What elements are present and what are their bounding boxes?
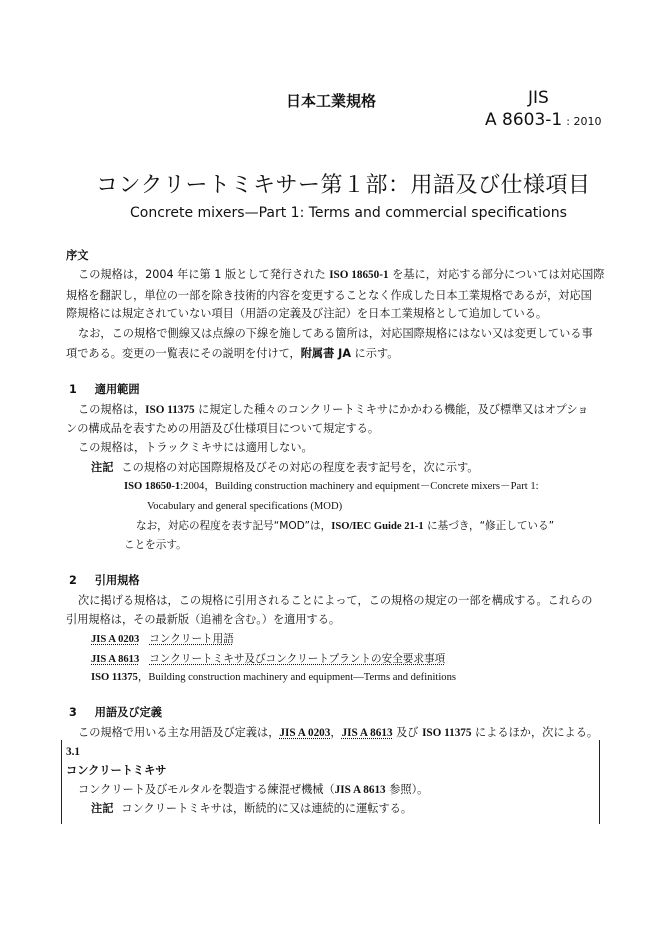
term-note — [91, 802, 412, 816]
section-title: 用語及び定義 — [94, 706, 162, 719]
preface-p2-line1: なお，この規格で側線又は点線の下線を施してある箇所は，対応国際規格にはない又は変更している事 — [78, 327, 593, 340]
preface-heading: 序文 — [66, 249, 89, 262]
section1-p1-line1 — [78, 403, 588, 417]
corresponding-standard-line1 — [124, 480, 539, 494]
preface-p1-line2: 規格を翻訳し，単位の一部を除き技術的内容を変更することなく作成した日本工業規格であるが，対応国 — [66, 289, 592, 302]
section3-heading — [69, 706, 162, 720]
note-label: 注記 — [91, 461, 114, 474]
standard-code: A 8603-1 — [485, 110, 563, 130]
standard-year: : 2010 — [566, 115, 602, 128]
section2-heading — [69, 574, 140, 588]
text: によるほか，次による。 — [471, 726, 599, 739]
section2-p1-line2: 引用規格は，その最新版（追補を含む。）を適用する。 — [66, 613, 341, 626]
preface-p1-line3: 際規格には規定されていない項目（用語の定義及び注記）を日本工業規格として追加している。 — [66, 307, 548, 320]
text: ， — [330, 726, 342, 739]
section1-p2: この規格は，トラックミキサには適用しない。 — [78, 441, 313, 454]
term-number: 3.1 — [66, 746, 80, 758]
term-definition — [78, 783, 428, 797]
title-ja: コンクリートミキサー第１部：用語及び仕様項目 — [96, 173, 591, 198]
iso-ref: ISO 18650-1 — [124, 481, 181, 492]
text: なお，対応の程度を表す記号“MOD”は， — [136, 520, 332, 532]
ref-code: JIS A 0203 — [91, 634, 140, 645]
iso-ref: ISO 11375 — [422, 727, 472, 739]
text: この規格は， — [78, 403, 146, 416]
title-en: Concrete mixers—Part 1: Terms and commercial specifications — [130, 205, 567, 221]
ref-title: コンクリート用語 — [149, 633, 234, 645]
text: に示す。 — [351, 347, 399, 360]
ref-code: JIS A 0203 — [279, 727, 331, 739]
ref-code: JIS A 8613 — [91, 654, 140, 665]
mod-explanation-line1 — [136, 519, 554, 534]
change-bar-left — [61, 740, 62, 824]
section1-heading — [69, 383, 140, 397]
mod-explanation-line2: ことを示す。 — [124, 539, 187, 551]
text: この規格で用いる主な用語及び定義は， — [78, 726, 280, 739]
iso-ref: ISO 11375 — [145, 404, 195, 416]
standard-number — [485, 110, 601, 130]
preface-p2-line2 — [66, 347, 398, 361]
note-text: この規格の対応国際規格及びその対応の程度を表す記号を，次に示す。 — [121, 461, 479, 474]
ref-title: ，Building construction machinery and equipment—Terms and definitions — [137, 672, 456, 683]
ref-code: ISO 11375 — [91, 672, 138, 683]
note-label: 注記 — [91, 802, 114, 815]
preface-p1-line1 — [78, 268, 604, 282]
text: を基に，対応する部分については対応国際 — [388, 268, 605, 281]
section-title: 引用規格 — [94, 574, 140, 587]
note-text: コンクリートミキサは，断続的に又は連続的に運転する。 — [121, 802, 413, 815]
section1-p1-line2: ンの構成品を表すための用語及び仕様項目について規定する。 — [66, 422, 380, 435]
text: 及び — [392, 726, 423, 739]
corresponding-standard-line2: Vocabulary and general specifications (MOD) — [147, 501, 343, 512]
ref-title: コンクリートミキサ及びコンクリートプラントの安全要求事項 — [149, 653, 446, 665]
text: に基づき，“修正している” — [423, 520, 555, 532]
change-bar-right — [599, 740, 600, 824]
ref-code: JIS A 8613 — [334, 784, 386, 796]
jis-mark: JIS — [528, 88, 549, 108]
section2-p1-line1: 次に掲げる規格は，この規格に引用されることによって，この規格の規定の一部を構成する。これらの — [78, 594, 593, 607]
text: に規定した種々のコンクリートミキサにかかわる機能，及び標準又はオプショ — [194, 403, 589, 416]
text: 項である。変更の一覧表にその説明を付けて， — [66, 347, 301, 360]
ref-jis-a-8613 — [91, 652, 445, 667]
term: コンクリートミキサ — [66, 764, 167, 777]
text: この規格は，2004 年に第 1 版として発行された — [78, 268, 330, 281]
ref-iso-11375 — [91, 671, 456, 685]
section-number: 2 — [69, 574, 77, 587]
iso-ref: ISO 18650-1 — [329, 269, 389, 281]
ref-code: JIS A 8613 — [341, 727, 393, 739]
standard-category: 日本工業規格 — [286, 92, 377, 110]
section-number: 1 — [69, 383, 77, 396]
guide-ref: ISO/IEC Guide 21-1 — [331, 521, 424, 532]
ref-jis-a-0203 — [91, 632, 234, 647]
section-number: 3 — [69, 706, 77, 719]
text: :2004，Building construction machinery and equipment－Concrete mixers－Part 1: — [180, 481, 539, 492]
text: 参照）。 — [385, 783, 429, 796]
text: コンクリート及びモルタルを製造する練混ぜ機械（ — [78, 783, 335, 796]
section3-p1 — [78, 726, 598, 740]
section1-note — [91, 461, 479, 475]
section-title: 適用範囲 — [94, 383, 140, 396]
annex-ref: 附属書 JA — [300, 347, 351, 360]
